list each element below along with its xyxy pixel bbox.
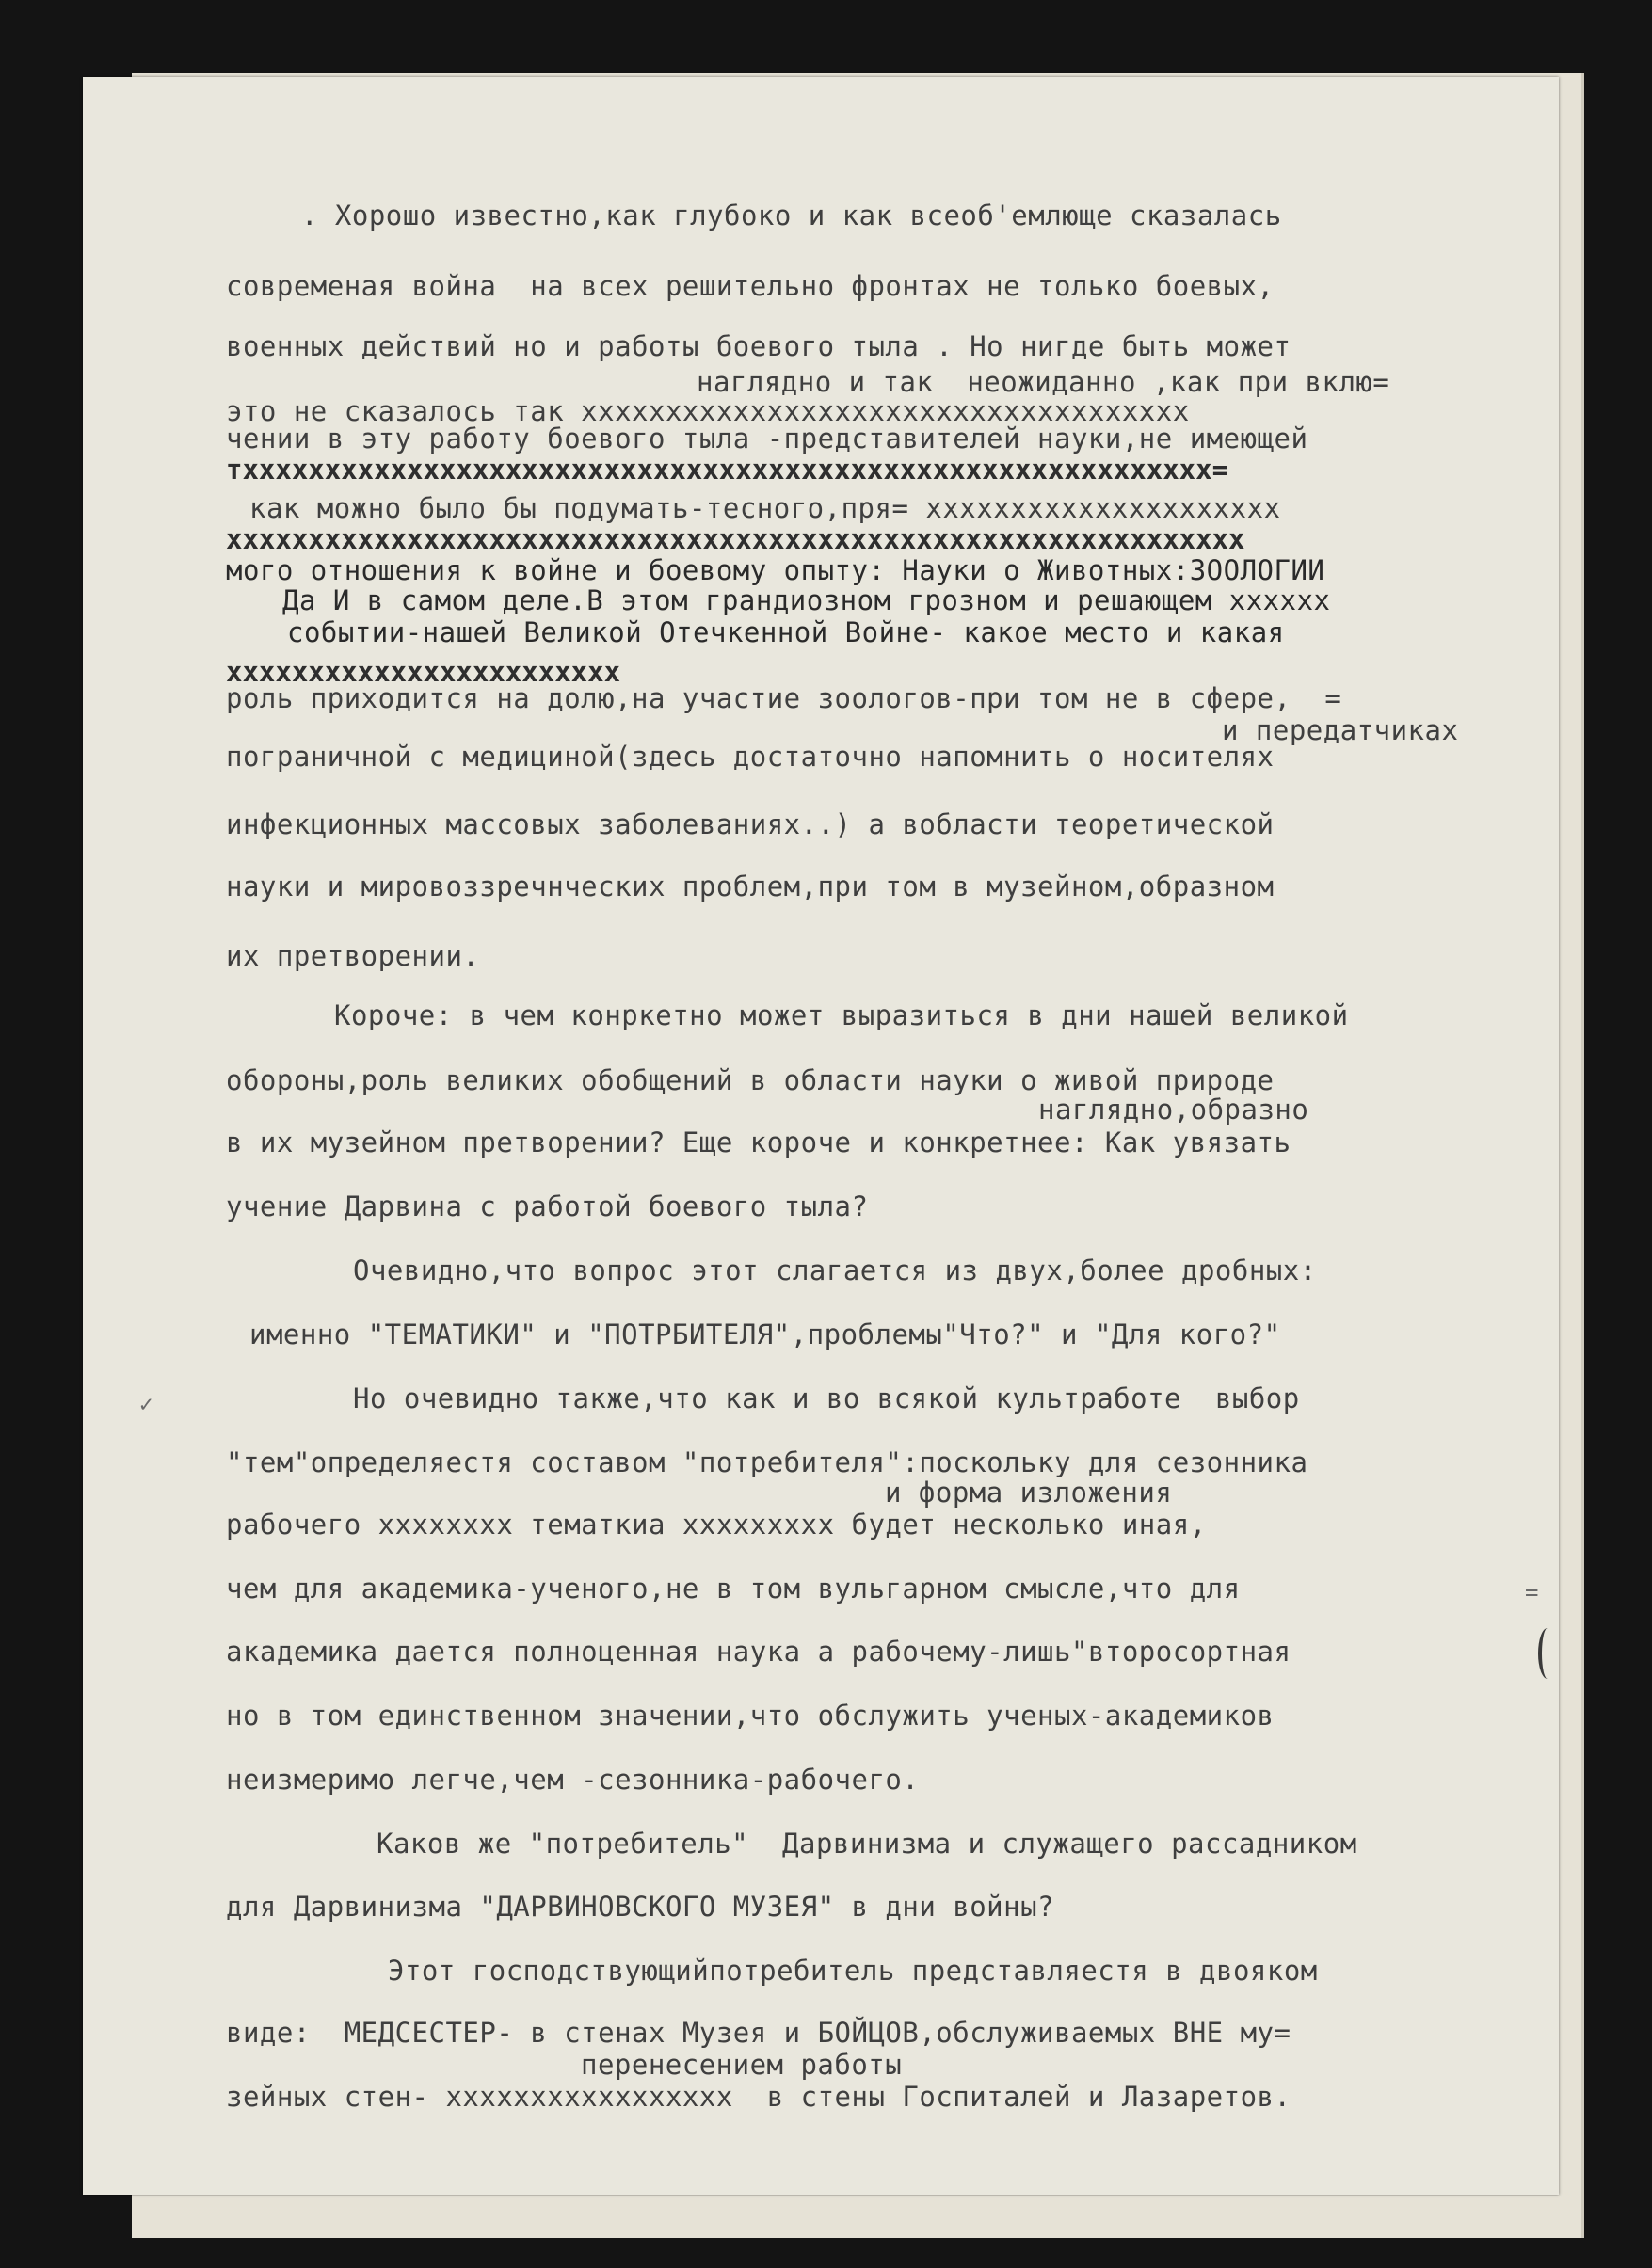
text-line-8: как можно было бы подумать-тесного,пря= xxxxxxxxxxxxxxxxxxxxx [249, 492, 1281, 524]
text-line-14: роль приходится на долю,на участие зоологов-при том не в сфере, = [226, 682, 1342, 714]
text-line-39: перенесением работы [581, 2049, 903, 2081]
text-line-28: "тем"определяестя составом "потребителя":поскольку для сезонника [226, 1446, 1308, 1478]
text-line-32: академика дается полноценная наука а рабочему-лишь"второсортная [226, 1636, 1291, 1668]
text-line-15: и передатчиках [1222, 714, 1459, 746]
text-line-11: Да И в самом деле.В этом грандиозном грозном и решающем хххххх [282, 584, 1331, 616]
text-line-16: пограничной с медициной(здесь достаточно напомнить о носителях [226, 741, 1275, 773]
text-line-22: наглядно,образно [1038, 1094, 1309, 1126]
text-line-17: инфекционных массовых заболеваниях..) а вобласти теоретической [226, 808, 1275, 840]
text-line-27: Но очевидно также,что как и во всякой культработе выбор [353, 1382, 1300, 1414]
text-line-12: событии-нашей Великой Отечкенной Войне- какое место и какая [287, 616, 1285, 648]
text-line-25: Очевидно,что вопрос этот слагается из двух,более дробных: [353, 1254, 1317, 1286]
text-line-5: это не сказалось так xxxxxxxxxxxxxxxxxxxxxxxxxxxxxxxxxxxx [226, 395, 1190, 427]
text-line-3: военных действий но и работы боевого тыла . Но нигде быть может [226, 330, 1291, 362]
text-line-36: для Дарвинизма "ДАРВИНОВСКОГО МУЗЕЯ" в дни войны? [226, 1891, 1055, 1923]
struck-line-9: xxxxxxxxxxxxxxxxxxxxxxxxxxxxxxxxxxxxxxxxxxxxxxxxxxxxxxxxxxxxxx [226, 523, 1245, 555]
text-line-6: чении в эту работу боевого тыла -представителей науки,не имеющей [226, 423, 1308, 455]
text-line-31: чем для академика-ученого,не в том вульгарном смысле,что для [226, 1573, 1241, 1605]
text-line-30: рабочего хххххххх тематкиа xxxxxxxxx будет несколько иная, [226, 1509, 1207, 1541]
text-line-34: неизмеримо легче,чем -сезонника-рабочего. [226, 1764, 920, 1796]
text-line-37: Этот господствующийпотребитель представляестя в двояком [388, 1955, 1318, 1987]
text-line-1: . Хорошо известно,как глубоко и как всеоб'емлюще сказалась [301, 200, 1282, 232]
text-line-19: их претворении. [226, 940, 480, 972]
text-line-40: зейных стен- xxxxxxxxxxxxxxxxx в стены Госпиталей и Лазаретов. [226, 2081, 1291, 2113]
text-line-38: виде: МЕДСЕСТЕР- в стенах Музея и БОЙЦОВ,обслуживаемых ВНЕ му= [226, 2017, 1291, 2049]
text-line-23: в их музейном претворении? Еще короче и конкретнее: Как увязать [226, 1126, 1291, 1158]
text-line-33: но в том единственном значении,что обслужить ученых-академиков [226, 1700, 1275, 1732]
text-line-10: мого отношения к войне и боевому опыту: Науки о Животных:ЗООЛОГИИ [226, 554, 1325, 586]
text-line-20: Короче: в чем конркетно может выразиться в дни нашей великой [334, 999, 1349, 1031]
text-line-29: и форма изложения [885, 1477, 1173, 1509]
text-line-35: Каков же "потребитель" Дарвинизма и служащего рассадником [377, 1828, 1357, 1860]
text-line-21: обороны,роль великих обобщений в области науки о живой природе [226, 1064, 1275, 1096]
text-line-24: учение Дарвина с работой боевого тыла? [226, 1190, 869, 1222]
margin-mark: ✓ [139, 1391, 153, 1417]
struck-line-13: хххххххххххххххххххххххх [226, 656, 621, 688]
text-line-2: современая война на всех решительно фронтах не только боевых, [226, 270, 1275, 302]
text-line-4: наглядно и так неожиданно ,как при вклю= [697, 366, 1390, 398]
paper-tear [1538, 1628, 1557, 1679]
struck-line-7: тxxxxxxxxxxxxxxxxxxxxxxxxxxxxxxxxxxxxxxxxxxxxxxxxxxxxxxxxxxx= [226, 454, 1229, 486]
text-line-26: именно "ТЕМАТИКИ" и "ПОТРБИТЕЛЯ",проблемы"Что?" и "Для кого?" [249, 1318, 1281, 1350]
text-line-18: науки и мировоззречнческих проблем,при том в музейном,образном [226, 870, 1275, 902]
margin-equals-mark: = [1525, 1579, 1539, 1605]
